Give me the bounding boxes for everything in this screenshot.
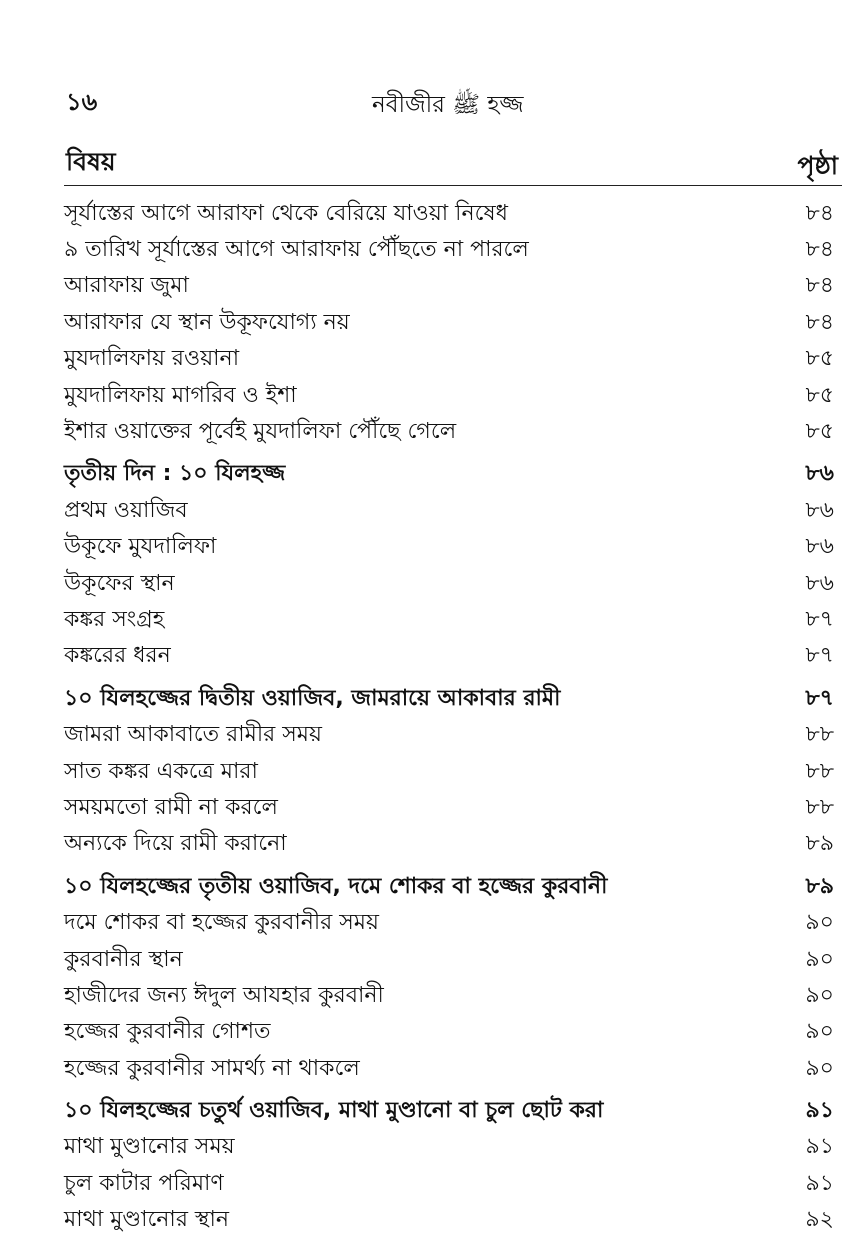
toc-entry — [60, 305, 840, 341]
toc-entry — [60, 1203, 840, 1239]
toc-entry-page: ৮৬ — [805, 534, 834, 560]
toc-entry — [60, 342, 840, 378]
toc-entry — [60, 196, 840, 232]
toc-entry-page: ৮৭ — [805, 643, 834, 669]
toc-entry-page: ৯০ — [805, 982, 834, 1008]
toc-entry — [60, 414, 840, 450]
page-header — [0, 78, 868, 118]
toc-entry-page: ৮৫ — [805, 382, 834, 408]
toc-entry — [60, 232, 840, 268]
toc-entry-title: মুযদালিফায় মাগরিব ও ইশা — [64, 382, 297, 408]
toc-entry-title: হাজীদের জন্য ঈদুল আযহার কুরবানী — [64, 982, 384, 1008]
toc-entry-title: সূর্যাস্তের আগে আরাফা থেকে বেরিয়ে যাওয়া নিষেধ — [64, 200, 508, 226]
toc-entry-title: জামরা আকাবাতে রামীর সময় — [64, 722, 322, 748]
toc-entry — [60, 1051, 840, 1087]
toc-entry-page: ৮৪ — [805, 237, 834, 263]
toc-entry-title: দমে শোকর বা হজ্জের কুরবানীর সময় — [64, 910, 379, 936]
toc-entry — [60, 1166, 840, 1202]
toc-entry-page: ৯১ — [805, 1170, 834, 1196]
toc-entry — [60, 566, 840, 602]
running-title: নবীজীর ﷺ হজ্জ — [372, 92, 524, 118]
toc-entry-title: ইশার ওয়াক্তের পূর্বেই মুযদালিফা পৌঁছে গেলে — [64, 419, 457, 445]
toc-entry-page: ৮৮ — [805, 758, 834, 784]
toc-entry-page: ৮৭ — [805, 685, 834, 711]
page-number: ১৬ — [66, 88, 98, 116]
toc-entry — [60, 905, 840, 941]
toc-entry-page: ৮৭ — [805, 607, 834, 632]
toc-entry-title: উকূফে মুযদালিফা — [64, 534, 217, 560]
header-divider — [64, 185, 842, 186]
toc-entry-title: হজ্জের কুরবানীর গোশত — [64, 1019, 271, 1045]
toc-entry-title: ১০ যিলহজ্জের চতুর্থ ওয়াজিব, মাথা মুণ্ডানো বা চুল ছোট করা — [64, 1098, 604, 1124]
toc-entry-title: কুরবানীর স্থান — [64, 946, 183, 972]
toc-section-heading — [60, 457, 840, 493]
toc-entry-page: ৮৬ — [805, 570, 834, 596]
toc-entry-title: ১০ যিলহজ্জের তৃতীয় ওয়াজিব, দমে শোকর বা হজ্জের কুরবানী — [64, 873, 608, 899]
toc-entry-page: ৮৪ — [805, 200, 834, 226]
toc-entry — [60, 1130, 840, 1166]
toc-entry — [60, 639, 840, 675]
toc-entry-page: ৯১ — [805, 1098, 834, 1124]
toc-entry-title: অন্যকে দিয়ে রামী করানো — [64, 831, 287, 857]
toc-entry-title: কঙ্করের ধরন — [64, 643, 171, 669]
toc-entry-page: ৮৯ — [805, 873, 834, 899]
toc-entry — [60, 493, 840, 529]
toc-entry — [60, 1015, 840, 1051]
toc-entry-title: মাথা মুণ্ডানোর সময় — [64, 1134, 235, 1160]
toc-entry-title: প্রথম ওয়াজিব — [64, 497, 188, 523]
toc-entry-page: ৯০ — [805, 1055, 834, 1081]
toc-entry — [60, 602, 840, 638]
page-column-header: পৃষ্ঠা — [797, 151, 838, 180]
toc-entry-page: ৮৮ — [805, 722, 834, 748]
toc-entry-title: মাথা মুণ্ডানোর স্থান — [64, 1207, 229, 1233]
toc-entry — [60, 378, 840, 414]
toc-entry-title: সময়মতো রামী না করলে — [64, 794, 278, 820]
toc-entry-title: মুযদালিফায় রওয়ানা — [64, 346, 240, 372]
toc-section-heading — [60, 681, 840, 717]
toc-entry-page: ৯০ — [805, 946, 834, 972]
toc-entry-page: ৯০ — [805, 910, 834, 936]
toc-entry-page: ৮৮ — [805, 794, 834, 820]
toc-entry — [60, 942, 840, 978]
toc-entry — [60, 269, 840, 305]
toc-entry — [60, 978, 840, 1014]
toc-entry-page: ৯২ — [805, 1207, 834, 1233]
subject-column-header: বিষয় — [66, 147, 116, 176]
toc-entry-title: কঙ্কর সংগ্রহ — [64, 607, 165, 632]
toc-entry-title: উকূফের স্থান — [64, 570, 175, 596]
toc-entry-title: সাত কঙ্কর একত্রে মারা — [64, 758, 258, 784]
toc-entry-page: ৯০ — [805, 1019, 834, 1045]
toc-entry-title: ৯ তারিখ সূর্যাস্তের আগে আরাফায় পৌঁছতে না পারলে — [64, 237, 529, 263]
toc-entry-page: ৮৪ — [805, 309, 834, 335]
toc-entry-page: ৮৪ — [805, 273, 834, 299]
toc-entry — [60, 754, 840, 790]
toc-entry — [60, 827, 840, 863]
toc-entry-page: ৯১ — [805, 1134, 834, 1160]
toc-entry-page: ৮৯ — [805, 831, 834, 857]
toc-section-heading — [60, 1093, 840, 1129]
column-headers — [0, 138, 868, 188]
toc-entry-title: আরাফায় জুমা — [64, 273, 189, 299]
toc-entry-title: আরাফার যে স্থান উকূফযোগ্য নয় — [64, 309, 350, 335]
toc-entry-page: ৮৫ — [805, 419, 834, 445]
toc-entry-page: ৮৬ — [805, 461, 834, 487]
table-of-contents — [60, 196, 840, 1239]
toc-entry — [60, 790, 840, 826]
toc-entry — [60, 717, 840, 753]
toc-entry-title: ১০ যিলহজ্জের দ্বিতীয় ওয়াজিব, জামরায়ে আকাবার রামী — [64, 685, 561, 711]
toc-entry-title: হজ্জের কুরবানীর সামর্থ্য না থাকলে — [64, 1055, 360, 1081]
toc-entry-title: তৃতীয় দিন : ১০ যিলহজ্জ — [64, 461, 286, 487]
toc-entry-page: ৮৫ — [805, 346, 834, 372]
toc-entry-page: ৮৬ — [805, 497, 834, 523]
toc-section-heading — [60, 869, 840, 905]
toc-entry-title: চুল কাটার পরিমাণ — [64, 1170, 224, 1196]
toc-entry — [60, 530, 840, 566]
